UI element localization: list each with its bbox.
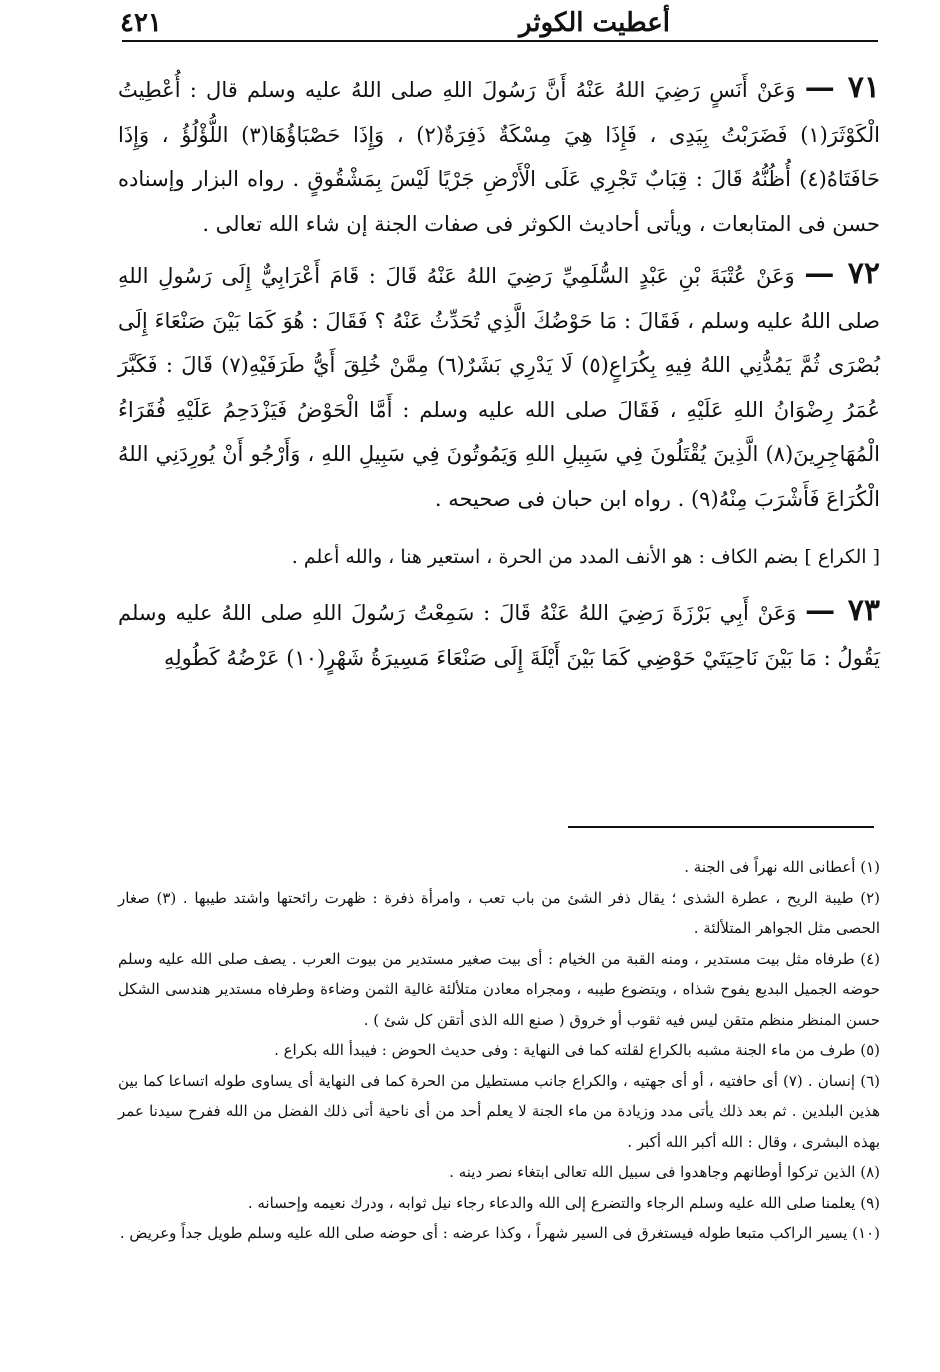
hadith-73 [118, 589, 880, 680]
hadith-number: ٧٢ — [804, 256, 880, 291]
main-text [118, 66, 880, 686]
footnote: (٤) طرفاه مثل بيت مستدير ، ومنه القبة من الخيام : أى بيت صغير مستدير من بيوت العرب . يصف صلى الله عليه وسلم حوضه الجميل البديع يفوح شذاه ، ويتضوع طيبه ، ومجراه معادن متلألئة غالية الثمن وضاءة وطرفاه مستدير هندسى الشكل حسن المنظر منظم متقن ليس فيه ثقوب أو خروق ( صنع الله الذى أتقن كل شئ ) . [118, 949, 880, 1029]
page-number: ٤٢١ [120, 8, 162, 38]
footnote: (٩) يعلمنا صلى الله عليه وسلم الرجاء والتضرع إلى الله والدعاء رجاء نيل ثوابه ، ودرك نعيمه وإحسانه . [247, 1193, 880, 1212]
footnote: (٨) الذين تركوا أوطانهم وجاهدوا فى سبيل الله تعالى ابتغاء نصر دينه . [449, 1163, 880, 1181]
hadith-text: وَعَنْ أَنَسٍ رَضِيَ اللهُ عَنْهُ أَنَّ رَسُولَ اللهِ صلى اللهُ عليه وسلم قال : أُعْطِيتُ الْكَوْثَرَ(١) فَضَرَبْتُ بِيَدِى ، فَإِذَا هِيَ مِسْكَةٌ ذَفِرَةٌ(٢) ، وَإِذَا حَصْبَاؤُهَا(٣) اللُّؤْلُؤُ ، وَإِذَا حَافَتَاهُ(٤) أُظُنُّهُ قَالَ : قِبَابٌ تَجْرِي عَلَى الْأَرْضِ جَرْيًا لَيْسَ بِمَشْقُوقٍ . رواه البزار وإسناده حسن فى المتابعات ، ويأتى أحاديث الكوثر فى صفات الجنة إن شاء الله تعالى . [118, 78, 880, 236]
page-header [120, 6, 880, 40]
hadith-72 [118, 252, 880, 521]
footnote: (٥) طرف من ماء الجنة مشبه بالكراع لقلته كما فى النهاية : وفى حديث الحوض : فيبدأ الله بكراع . [274, 1041, 880, 1059]
footnote: (٢) طيبة الريح ، عطرة الشذى ؛ يقال ذفر الشئ من باب تعب ، وامرأة ذفرة : ظهرت رائحتها واشتد طيبها . (٣) صغار الحصى مثل الجواهر المتلألئة . [118, 888, 880, 937]
hadith-text: وَعَنْ عُتْبَةَ بْنِ عَبْدٍ السُّلَمِيِّ رَضِيَ اللهُ عَنْهُ قَالَ : قَامَ أَعْرَابِيٌّ إِلَى رَسُولِ اللهِ صلى اللهُ عليه وسلم ، فَقَالَ : مَا حَوْضُكَ الَّذِي تُحَدِّثُ عَنْهُ ؟ فَقَالَ : هُوَ كَمَا بَيْنَ صَنْعَاءَ إِلَى بُصْرَى ثُمَّ يَمُدُّنِي اللهُ فِيهِ بِكُرَاعٍ(٥) لَا يَدْرِي بَشَرٌ(٦) مِمَّنْ خُلِقَ أَيُّ طَرَفَيْهِ(٧) قَالَ : فَكَبَّرَ عُمَرُ رِضْوَانُ اللهِ عَلَيْهِ ، فَقَالَ صلى الله عليه وسلم : أَمَّا الْحَوْضُ فَيَزْدَحِمُ عَلَيْهِ فُقَرَاءُ الْمُهَاجِرِينَ(٨) الَّذِينَ يُقْتَلُونَ فِي سَبِيلِ اللهِ وَيَمُوتُونَ فِي سَبِيلِ اللهِ ، وَأَرْجُو أَنْ يُورِدَنِي اللهُ الْكُرَاعَ فَأَشْرَبَ مِنْهُ(٩) . رواه ابن حبان فى صحيحه . [118, 264, 880, 511]
footnote: (٦) إنسان . (٧) أى حافتيه ، أو أى جهتيه ، والكراع جانب مستطيل من الحرة كما فى النهاية أى يساوى طوله اتساعا كما بين هذين البلدين . ثم بعد ذلك يأتى مدد وزيادة من ماء الجنة لا يعلم أحد من أى ناحية أتى ذلك الفضل من الله ففرح سيدنا عمر بهذه البشرى ، وقال : الله أكبر الله أكبر . [118, 1071, 880, 1151]
hadith-text: وَعَنْ أَبِي بَرْزَةَ رَضِيَ اللهُ عَنْهُ قَالَ : سَمِعْتُ رَسُولَ اللهِ صلى اللهُ عليه وسلم يَقُولُ : مَا بَيْنَ نَاحِيَتَيْ حَوْضِي كَمَا بَيْنَ أَيْلَةَ إِلَى صَنْعَاءَ مَسِيرَةُ شَهْرٍ(١٠) عَرْضُهُ كَطُولِهِ [118, 601, 880, 670]
footnote: (١٠) يسير الراكب متبعا طوله فيستغرق فى السير شهراً ، وكذا عرضه : أى حوضه صلى الله عليه وسلم طويل جداً وعريض . [119, 1224, 880, 1242]
gloss-note: [ الكراع ] بضم الكاف : هو الأنف المدد من الحرة ، استعير هنا ، والله أعلم . [291, 546, 880, 568]
hadith-71 [118, 66, 880, 246]
header-rule [122, 40, 878, 42]
footnote-separator [568, 826, 874, 828]
footnote: (١) أعطانى الله نهراً فى الجنة . [684, 858, 880, 876]
footnotes [118, 852, 880, 1249]
running-title: أعطيت الكوثر [518, 8, 670, 38]
hadith-number: ٧٣ — [805, 593, 880, 628]
hadith-number: ٧١ — [804, 70, 880, 105]
